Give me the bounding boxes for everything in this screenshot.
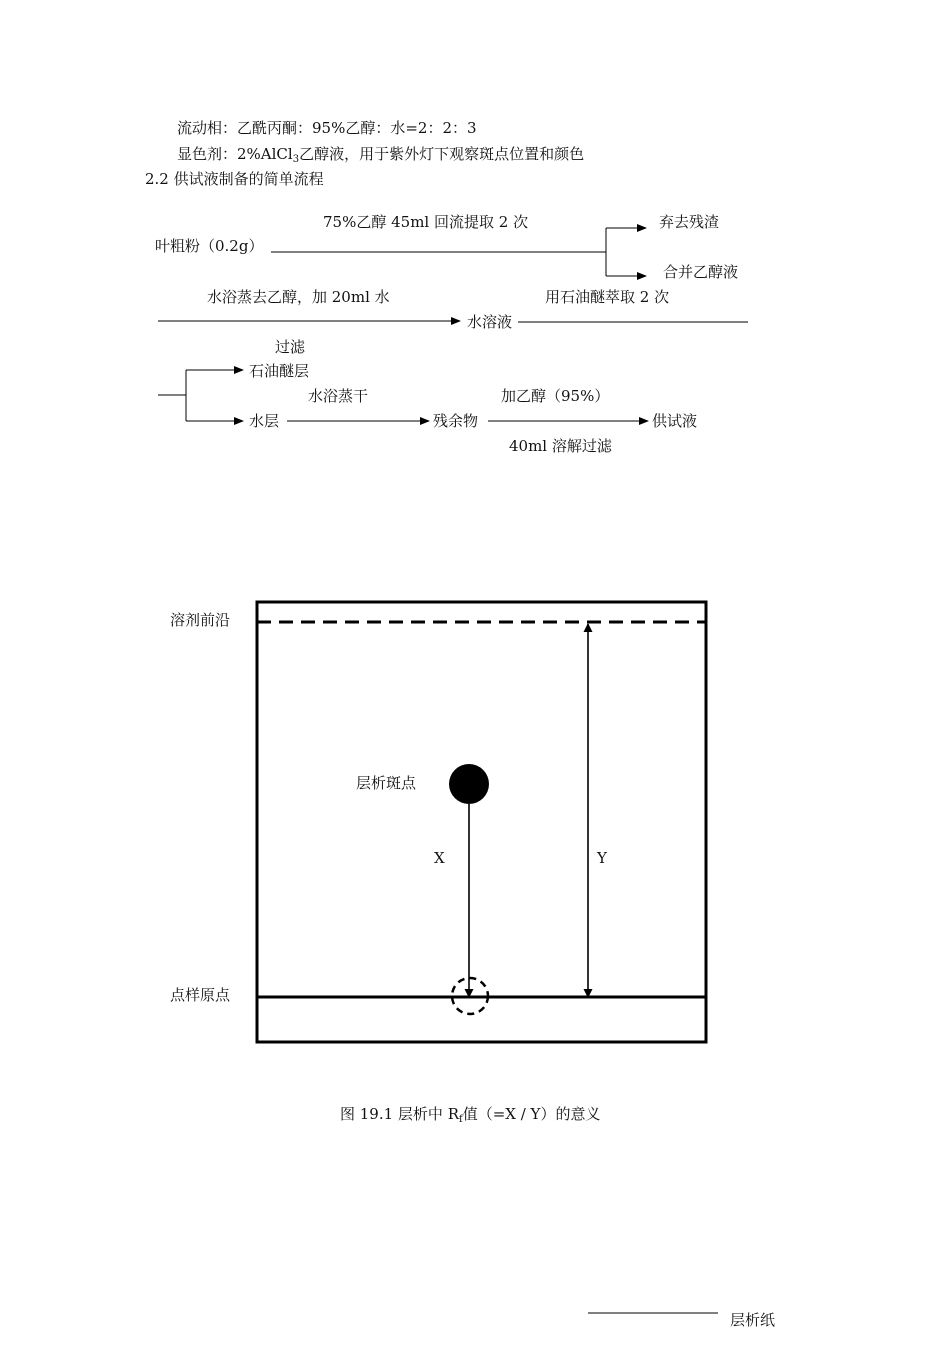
flow-add-ethanol: 加乙醇（95%） [501,387,610,405]
section-heading: 2.2 供试液制备的简单流程 [145,170,324,188]
flow-ether-layer: 石油醚层 [249,362,310,380]
flow-step1-condition: 75%乙醇 45ml 回流提取 2 次 [323,213,529,231]
y-label: Y [597,849,607,867]
solvent-front-label: 溶剂前沿 [170,611,231,629]
paper-label: 层析纸 [730,1311,776,1329]
flow-filter: 过滤 [275,338,306,356]
flow-start: 叶粗粉（0.2g） [155,237,264,255]
flow-dissolve: 40ml 溶解过滤 [509,437,612,455]
figure-caption-post: 值（=X / Y）的意义 [462,1105,601,1123]
chromatography-paper [257,602,706,1042]
x-label: X [434,849,445,867]
developer-text [177,145,584,166]
flow-evaporate: 水浴蒸干 [308,387,369,405]
figure-caption-sub: f [459,1114,463,1125]
flow-step3-condition: 用石油醚萃取 2 次 [545,288,670,306]
spot-label: 层析斑点 [356,774,417,792]
developer-text-pre: 显色剂：2%AlCl [177,145,293,163]
flow-aqueous: 水溶液 [467,313,513,331]
flow-water-layer: 水层 [249,412,280,430]
flow-discard: 弃去残渣 [659,213,720,231]
flow-combine: 合并乙醇液 [663,263,739,281]
developer-text-sub: 3 [292,154,300,165]
origin-label: 点样原点 [170,986,231,1004]
chromatography-spot [449,764,489,804]
developer-text-post: 乙醇液，用于紫外灯下观察斑点位置和颜色 [299,145,585,163]
mobile-phase-text: 流动相：乙酰丙酮：95%乙醇：水=2：2：3 [177,119,477,137]
figure-caption [340,1105,600,1126]
flow-test-solution: 供试液 [652,412,698,430]
figure-caption-pre: 图 19.1 层析中 R [340,1105,459,1123]
flow-step2-condition: 水浴蒸去乙醇，加 20ml 水 [207,288,390,306]
flow-residue: 残余物 [433,412,479,430]
